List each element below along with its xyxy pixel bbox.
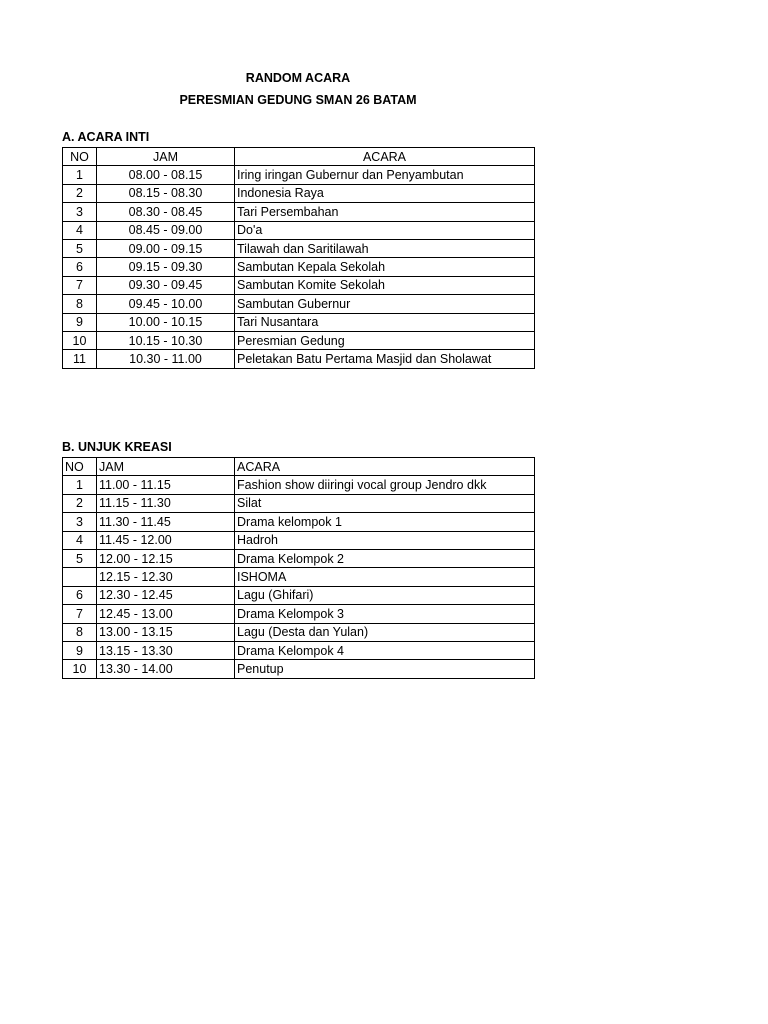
cell-acara: Iring iringan Gubernur dan Penyambutan [235,166,535,184]
cell-acara: Tari Nusantara [235,313,535,331]
cell-acara: Tilawah dan Saritilawah [235,239,535,257]
cell-jam: 12.45 - 13.00 [97,605,235,623]
cell-no [63,568,97,586]
cell-jam: 08.00 - 08.15 [97,166,235,184]
cell-jam: 09.15 - 09.30 [97,258,235,276]
cell-jam: 09.30 - 09.45 [97,276,235,294]
table-row [63,549,535,567]
section-b-heading: B. UNJUK KREASI [62,440,172,454]
cell-acara: Lagu (Ghifari) [235,586,535,604]
cell-no: 4 [63,531,97,549]
cell-no: 11 [63,350,97,368]
cell-no: 6 [63,586,97,604]
cell-acara: Indonesia Raya [235,184,535,202]
table-row [63,476,535,494]
table-row [63,313,535,331]
cell-acara: Silat [235,494,535,512]
cell-jam: 08.30 - 08.45 [97,203,235,221]
cell-acara: Tari Persembahan [235,203,535,221]
table-row [63,531,535,549]
table-row [63,203,535,221]
cell-no: 7 [63,605,97,623]
cell-no: 5 [63,239,97,257]
acara-inti-table [62,147,535,369]
table-row [63,350,535,368]
cell-acara: Drama kelompok 1 [235,513,535,531]
cell-jam: 13.30 - 14.00 [97,660,235,678]
cell-no: 9 [63,641,97,659]
table-row [63,221,535,239]
cell-jam: 12.30 - 12.45 [97,586,235,604]
table-header-row [63,458,535,476]
cell-acara: Hadroh [235,531,535,549]
cell-jam: 13.00 - 13.15 [97,623,235,641]
cell-acara: Drama Kelompok 3 [235,605,535,623]
cell-no: 10 [63,331,97,349]
unjuk-kreasi-table [62,457,535,679]
column-header-jam: JAM [97,458,235,476]
table-row [63,568,535,586]
cell-jam: 11.30 - 11.45 [97,513,235,531]
table-row [63,239,535,257]
table-header-row [63,148,535,166]
column-header-no: NO [63,148,97,166]
table-row [63,660,535,678]
cell-no: 2 [63,494,97,512]
column-header-jam: JAM [97,148,235,166]
table-row [63,295,535,313]
cell-jam: 10.00 - 10.15 [97,313,235,331]
cell-jam: 08.45 - 09.00 [97,221,235,239]
column-header-no: NO [63,458,97,476]
table-row [63,184,535,202]
table-row [63,166,535,184]
cell-jam: 10.15 - 10.30 [97,331,235,349]
table-row [63,623,535,641]
cell-no: 8 [63,295,97,313]
cell-jam: 13.15 - 13.30 [97,641,235,659]
table-row [63,605,535,623]
cell-no: 1 [63,166,97,184]
cell-no: 10 [63,660,97,678]
cell-acara: Peletakan Batu Pertama Masjid dan Sholawat [235,350,535,368]
cell-jam: 11.00 - 11.15 [97,476,235,494]
cell-no: 5 [63,549,97,567]
cell-acara: Fashion show diiringi vocal group Jendro dkk [235,476,535,494]
cell-no: 6 [63,258,97,276]
table-row [63,586,535,604]
cell-jam: 09.45 - 10.00 [97,295,235,313]
cell-jam: 08.15 - 08.30 [97,184,235,202]
cell-no: 7 [63,276,97,294]
cell-no: 3 [63,203,97,221]
cell-acara: Sambutan Komite Sekolah [235,276,535,294]
cell-jam: 09.00 - 09.15 [97,239,235,257]
cell-acara: Sambutan Kepala Sekolah [235,258,535,276]
section-a-heading: A. ACARA INTI [62,130,150,144]
document-subtitle: PERESMIAN GEDUNG SMAN 26 BATAM [179,93,417,107]
table-row [63,641,535,659]
cell-acara: Penutup [235,660,535,678]
cell-acara: Lagu (Desta dan Yulan) [235,623,535,641]
column-header-acara: ACARA [235,458,535,476]
cell-acara: Do'a [235,221,535,239]
cell-acara: Drama Kelompok 2 [235,549,535,567]
cell-no: 1 [63,476,97,494]
column-header-acara: ACARA [235,148,535,166]
cell-no: 3 [63,513,97,531]
table-row [63,331,535,349]
table-row [63,494,535,512]
cell-no: 8 [63,623,97,641]
cell-acara: Peresmian Gedung [235,331,535,349]
cell-no: 4 [63,221,97,239]
cell-jam: 10.30 - 11.00 [97,350,235,368]
cell-jam: 12.00 - 12.15 [97,549,235,567]
cell-no: 9 [63,313,97,331]
cell-acara: ISHOMA [235,568,535,586]
cell-jam: 11.15 - 11.30 [97,494,235,512]
cell-jam: 11.45 - 12.00 [97,531,235,549]
cell-jam: 12.15 - 12.30 [97,568,235,586]
table-row [63,258,535,276]
document-title: RANDOM ACARA [245,71,351,85]
cell-no: 2 [63,184,97,202]
cell-acara: Sambutan Gubernur [235,295,535,313]
table-row [63,276,535,294]
table-row [63,513,535,531]
cell-acara: Drama Kelompok 4 [235,641,535,659]
